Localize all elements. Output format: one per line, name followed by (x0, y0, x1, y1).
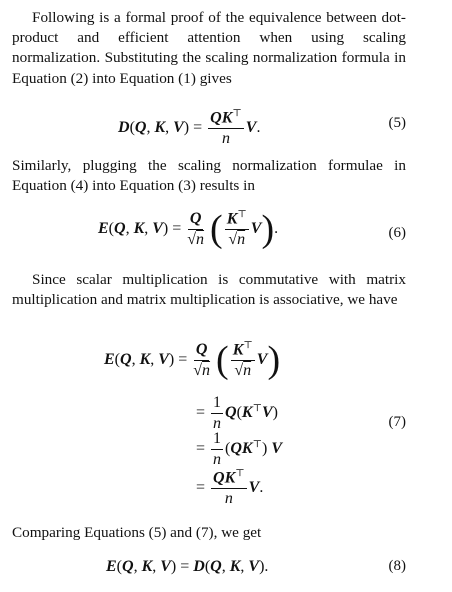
paragraph-since: Since scalar multiplication is commutative with matrix multiplication and matrix multiplication is associative, we have (12, 271, 406, 309)
equation-8 (0, 558, 452, 586)
equation-6-number: (6) (388, 225, 406, 241)
equation-7-number: (7) (388, 414, 406, 430)
paragraph-comparing: Comparing Equations (5) and (7), we get (12, 524, 262, 541)
equation-5-body: D(Q, K, V) = $\frac{QK^⊤}{n}$ V. (118, 108, 261, 148)
equation-6 (0, 207, 452, 263)
equation-5-number: (5) (388, 115, 406, 131)
equation-5 (0, 100, 452, 156)
equation-7-line-1: E(Q, K, V) = $\frac{Q}{√n}$ ( $\frac{K^⊤}{√n}$ V) (104, 339, 281, 382)
equation-6-body: E(Q, K, V) = $\frac{Q}{√n}$ ( $\frac{K^⊤}{√n}$ V). (98, 208, 279, 251)
paragraph-intro: Following is a formal proof of the equivalence between dot-product and efficient attention when using scaling normalization. Substituting the scaling normalization formula in Equation (2) into Equation (1) gives (12, 9, 406, 87)
equation-7-line-4: = $\frac{QK^⊤}{n}$ V. (196, 468, 264, 508)
equation-8-number: (8) (388, 558, 406, 574)
paragraph-similarly: Similarly, plugging the scaling normalization formulae in Equation (4) into Equation (3) results in (12, 157, 406, 195)
equation-8-body: E(Q, K, V) = D(Q, K, V). (106, 558, 269, 575)
equation-7 (0, 336, 452, 516)
equation-7-line-2: = $\frac{1}{n}$ Q(K⊤V) (196, 394, 278, 432)
equation-7-line-3: = $\frac{1}{n}$ (QK⊤) V (196, 430, 282, 468)
